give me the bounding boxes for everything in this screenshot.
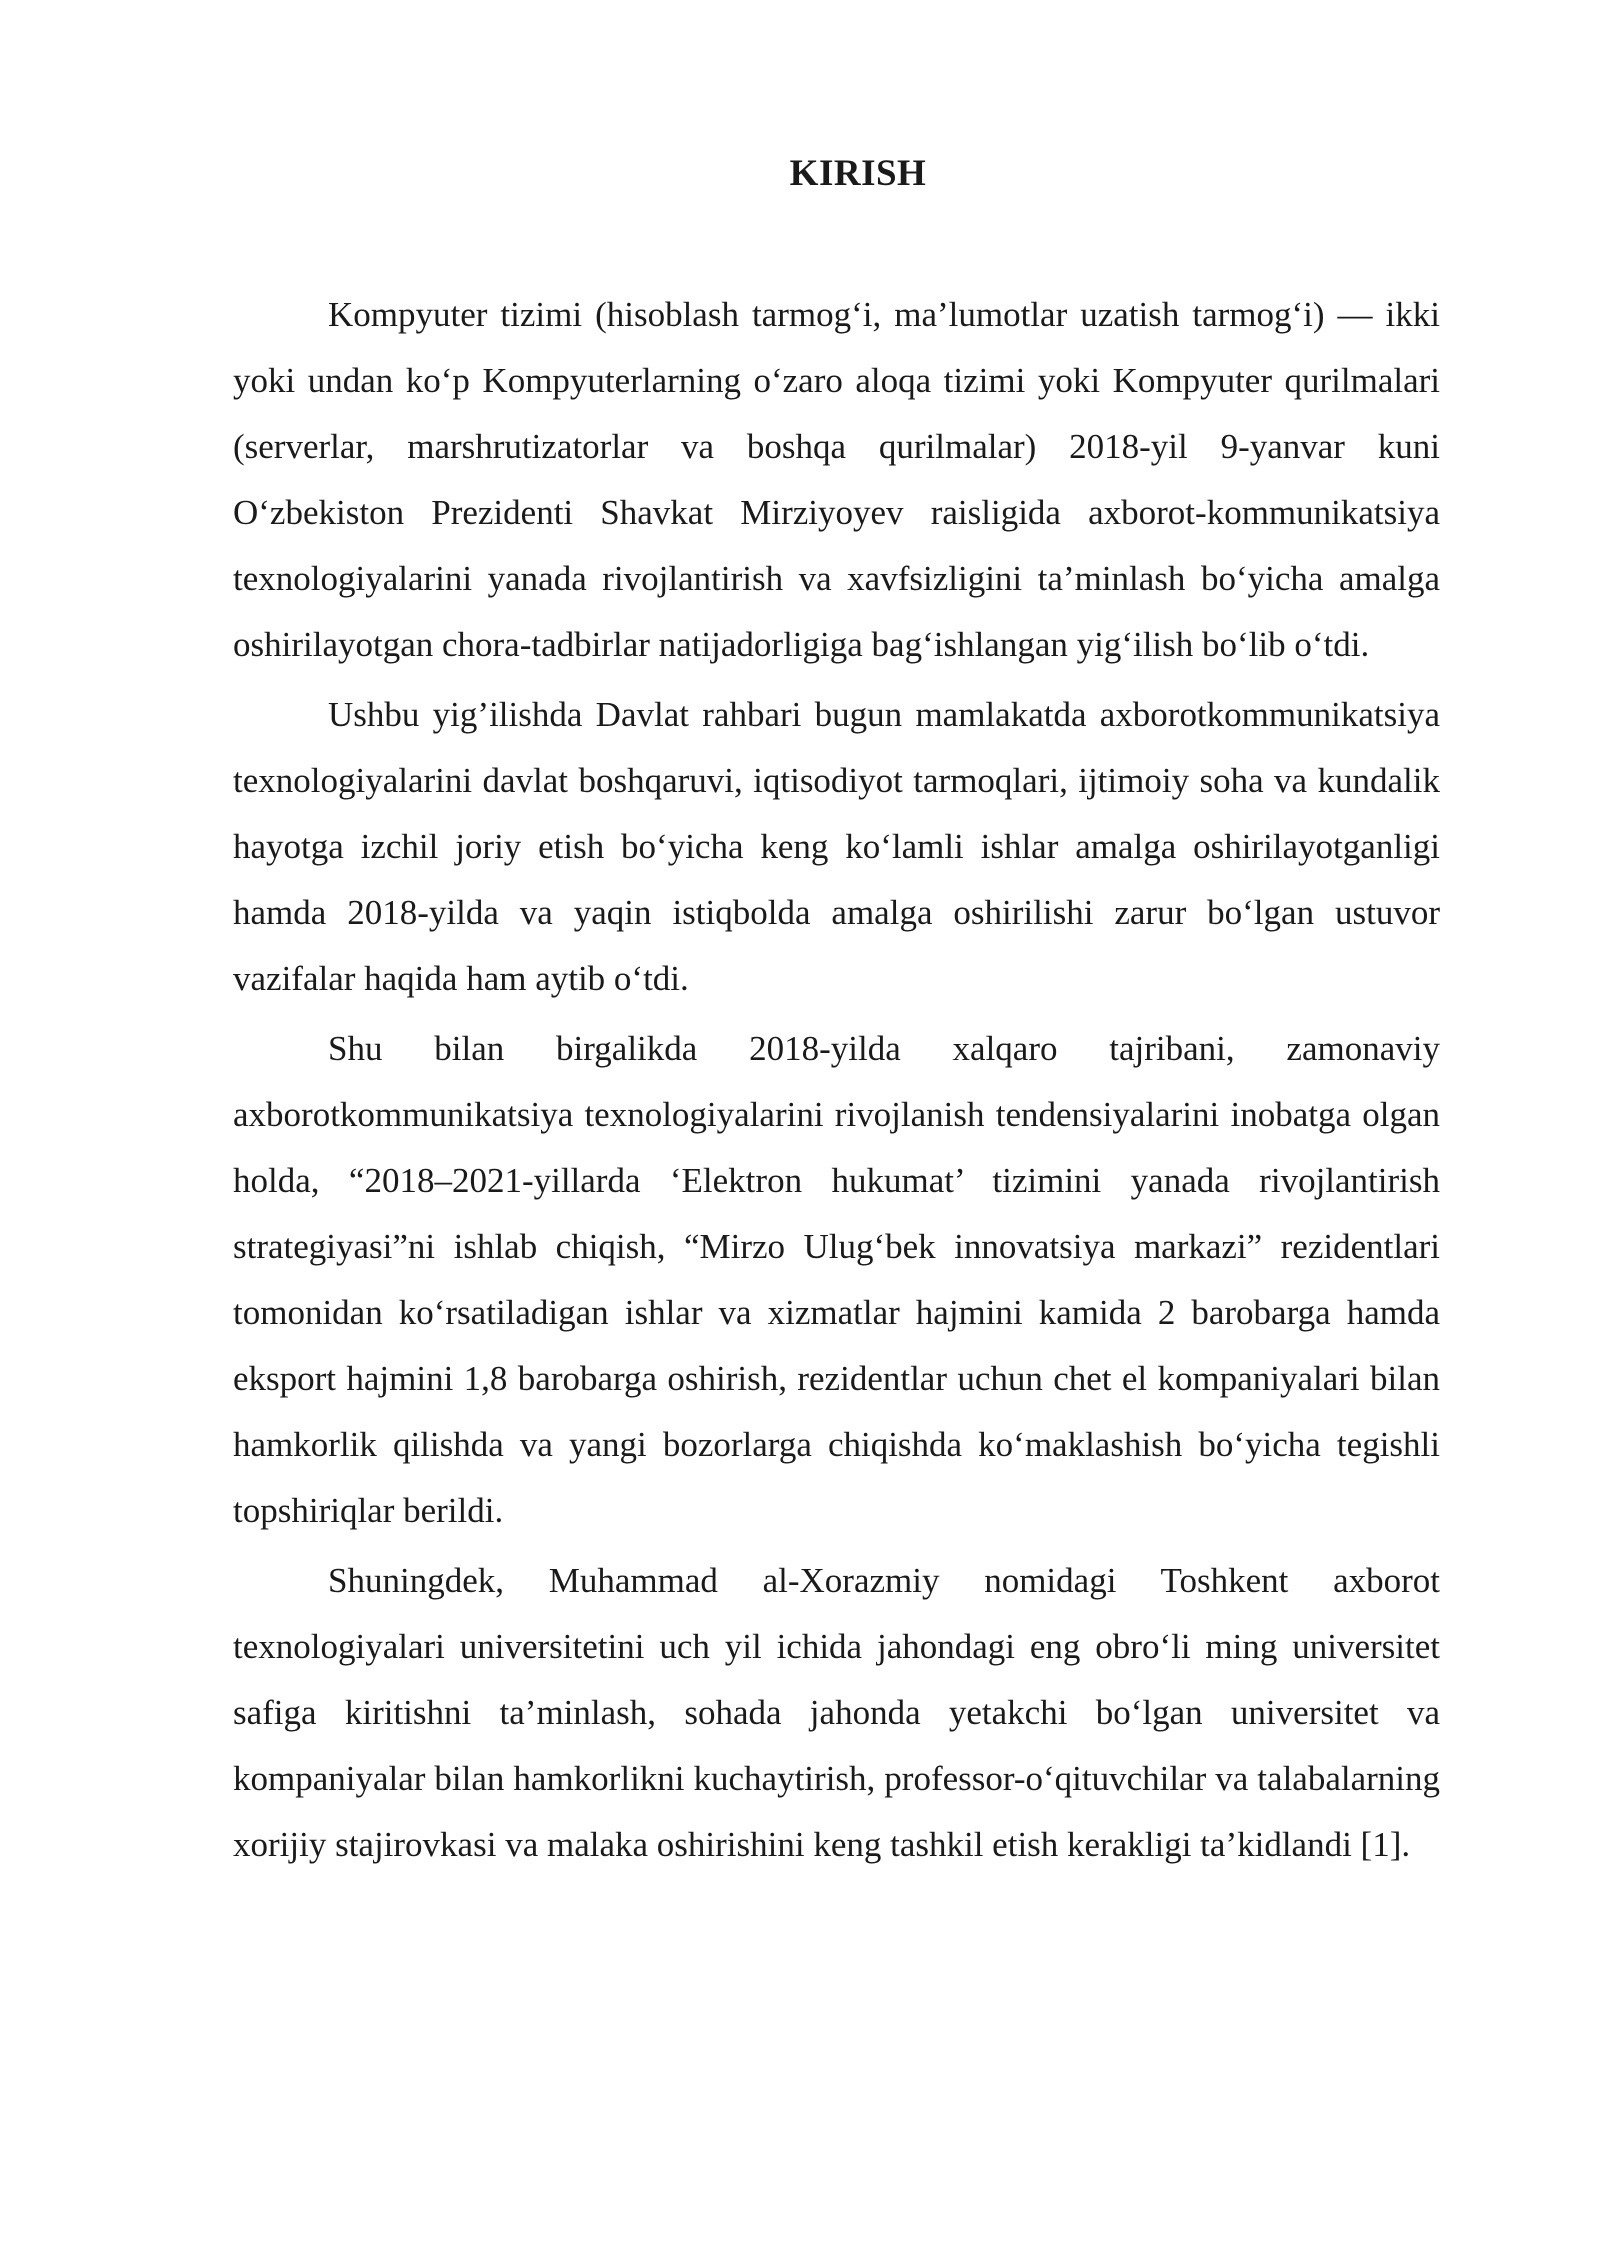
page-title: KIRISH <box>789 153 927 194</box>
paragraph-4: Shuningdek, Muhammad al-Xorazmiy nomidagi Toshkent axborot texnologiyalari universitetini uch yil ichida jahondagi eng obro‘li ming universitet safiga kiritishni ta’minlash, sohada jahonda yetakchi bo‘lgan universitet va kompaniyalar bilan hamkorlikni kuchaytirish, professor-o‘qituvchilar va talabalarning xorijiy stajirovkasi va malaka oshirishini keng tashkil etish kerakligi ta’kidlandi [1]. <box>233 1561 1440 1864</box>
paragraph-1: Kompyuter tizimi (hisoblash tarmog‘i, ma’lumotlar uzatish tarmog‘i) — ikki yoki undan ko‘p Kompyuterlarning o‘zaro aloqa tizimi yoki Kompyuter qurilmalari (serverlar, marshrutizatorlar va boshqa qurilmalar) 2018-yil 9-yanvar kuni O‘zbekiston Prezidenti Shavkat Mirziyoyev raisligida axborot-kommunikatsiya texnologiyalarini yanada rivojlantirish va xavfsizligini ta’minlash bo‘yicha amalga oshirilayotgan chora-tadbirlar natijadorligiga bag‘ishlangan yig‘ilish bo‘lib o‘tdi. <box>233 295 1440 664</box>
paragraph-3: Shu bilan birgalikda 2018-yilda xalqaro tajribani, zamonaviy axborotkommunikatsiya texnologiyalarini rivojlanish tendensiyalarini inobatga olgan holda, “2018–2021-yillarda ‘Elektron hukumat’ tizimini yanada rivojlantirish strategiyasi”ni ishlab chiqish, “Mirzo Ulug‘bek innovatsiya markazi” rezidentlari tomonidan ko‘rsatiladigan ishlar va xizmatlar hajmini kamida 2 barobarga hamda eksport hajmini 1,8 barobarga oshirish, rezidentlar uchun chet el kompaniyalari bilan hamkorlik qilishda va yangi bozorlarga chiqishda ko‘maklashish bo‘yicha tegishli topshiriqlar berildi. <box>233 1029 1440 1530</box>
paragraph-2: Ushbu yig’ilishda Davlat rahbari bugun mamlakatda axborotkommunikatsiya texnologiyalarini davlat boshqaruvi, iqtisodiyot tarmoqlari, ijtimoiy soha va kundalik hayotga izchil joriy etish bo‘yicha keng ko‘lamli ishlar amalga oshirilayotganligi hamda 2018-yilda va yaqin istiqbolda amalga oshirilishi zarur bo‘lgan ustuvor vazifalar haqida ham aytib o‘tdi. <box>233 695 1440 998</box>
document-body <box>233 282 1440 1882</box>
